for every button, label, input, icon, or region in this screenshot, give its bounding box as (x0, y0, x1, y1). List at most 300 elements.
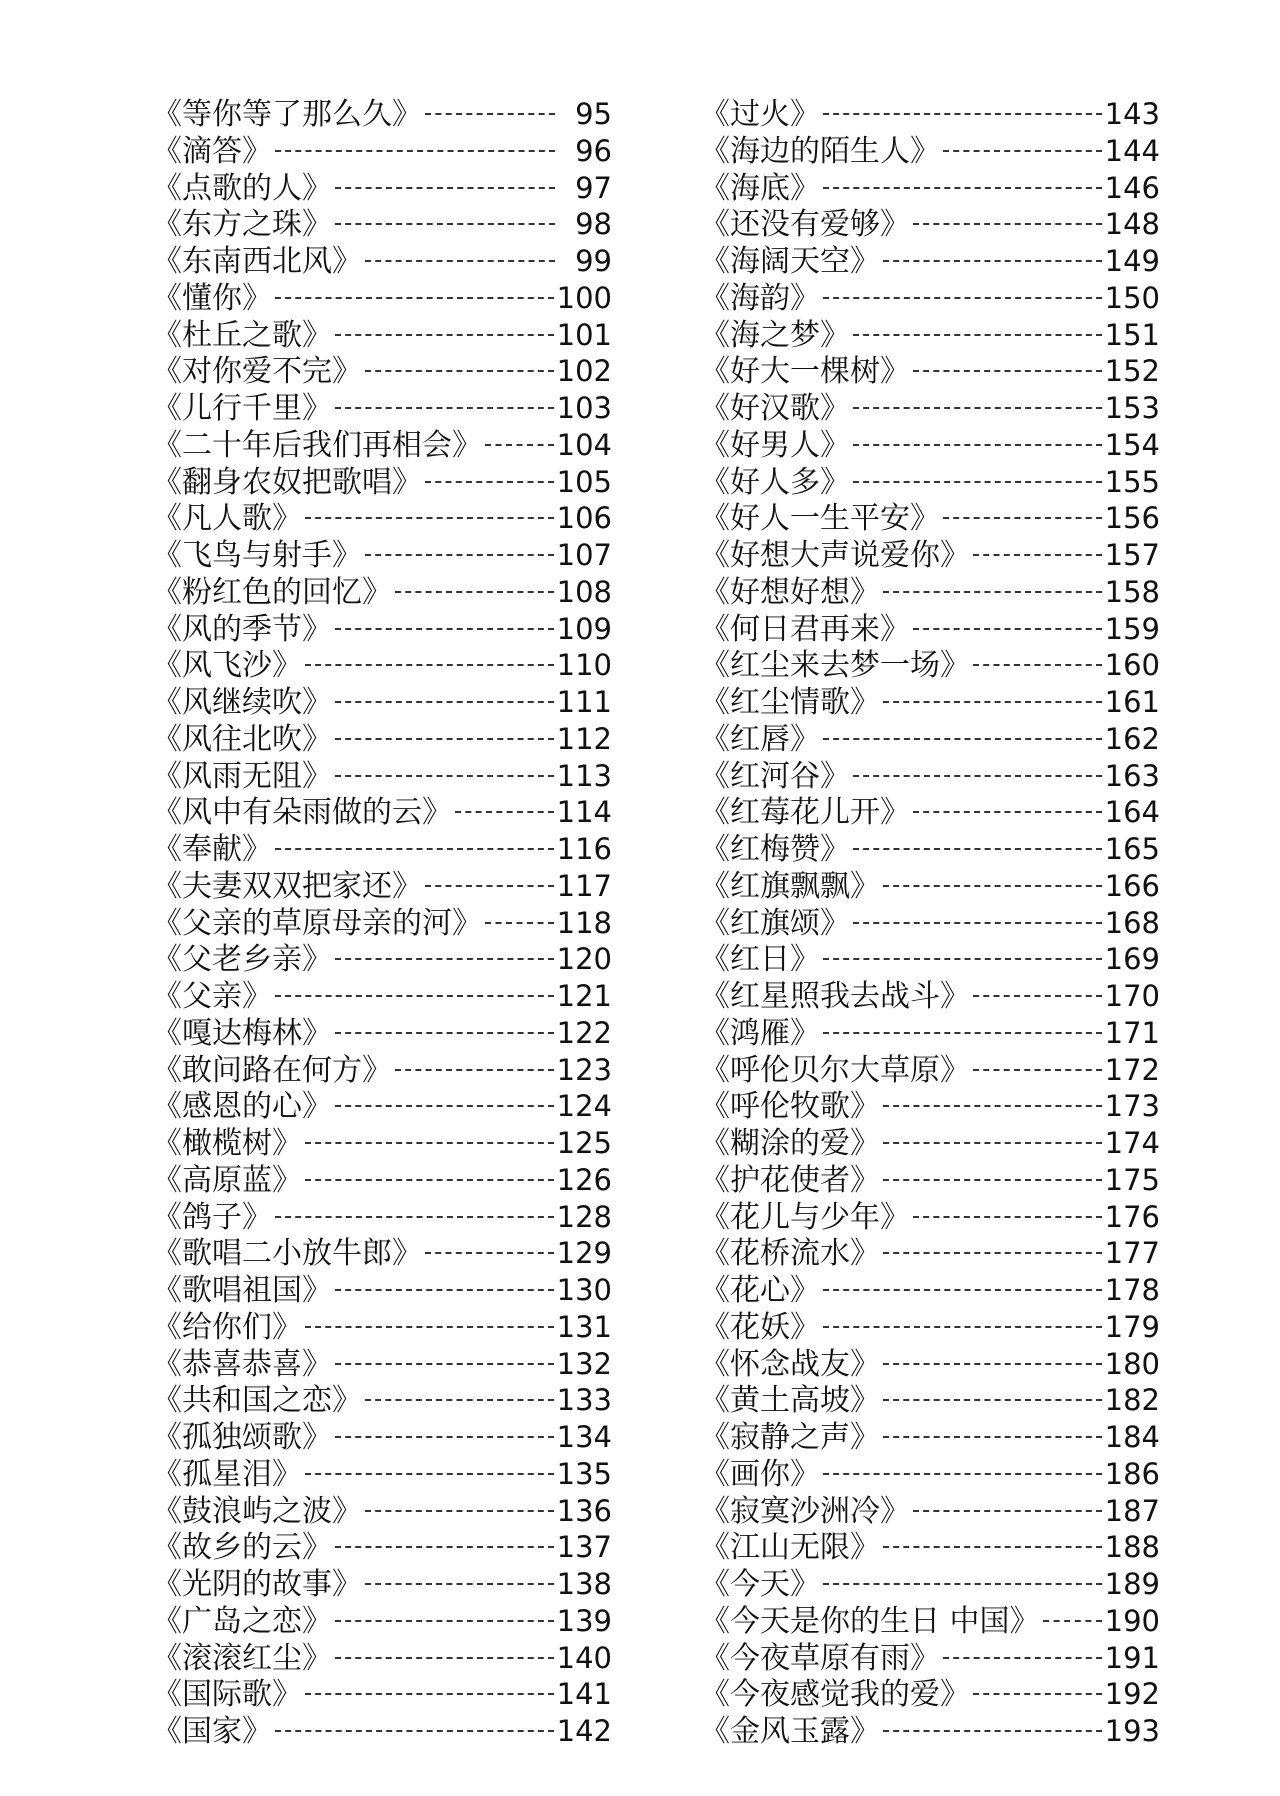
song-title: 《夫妻双双把家还》 (152, 868, 422, 904)
page-number: 110 (556, 648, 612, 683)
dot-leader (335, 775, 554, 777)
dot-leader (853, 334, 1102, 336)
dot-leader (275, 297, 554, 299)
page-number: 149 (1104, 244, 1160, 278)
page-number: 106 (556, 501, 612, 536)
page-number: 129 (556, 1236, 612, 1271)
song-title: 《滚滚红尘》 (152, 1640, 332, 1676)
dot-leader (913, 1216, 1102, 1218)
song-title: 《等你等了那么久》 (152, 97, 422, 132)
dot-leader (883, 1105, 1102, 1107)
dot-leader (365, 260, 555, 262)
page-number: 140 (556, 1640, 612, 1675)
song-title: 《花妖》 (700, 1309, 820, 1345)
song-title: 《高原蓝》 (152, 1162, 302, 1198)
song-title: 《孤独颂歌》 (152, 1420, 332, 1455)
song-title: 《好男人》 (700, 427, 850, 463)
dot-leader (823, 113, 1102, 115)
toc-entry (152, 1382, 612, 1419)
dot-leader (1043, 1620, 1102, 1622)
dot-leader (305, 664, 554, 666)
song-title: 《橄榄树》 (152, 1126, 302, 1161)
toc-entry (152, 1272, 612, 1309)
song-title: 《风往北吹》 (152, 721, 332, 757)
toc-entry (152, 721, 612, 758)
page-number: 103 (556, 391, 612, 425)
song-title: 《对你爱不完》 (152, 354, 362, 390)
song-title: 《海阔天空》 (700, 244, 880, 279)
page-number: 192 (1104, 1677, 1160, 1712)
toc-entry (152, 684, 612, 721)
dot-leader (973, 554, 1102, 556)
song-title: 《好汉歌》 (700, 391, 850, 426)
toc-entry (152, 1088, 612, 1125)
dot-leader (305, 1693, 554, 1695)
song-title: 《父亲》 (152, 979, 272, 1014)
page-number: 135 (556, 1456, 612, 1491)
page-number: 151 (1104, 317, 1160, 352)
toc-entry (700, 1713, 1160, 1750)
toc-entry (152, 133, 612, 170)
toc-entry (152, 96, 612, 133)
toc-entry (700, 1346, 1160, 1383)
toc-entry (152, 464, 612, 501)
song-title: 《国家》 (152, 1714, 272, 1749)
song-title: 《红旗颂》 (700, 905, 850, 941)
song-title: 《呼伦牧歌》 (700, 1089, 880, 1125)
page-number: 168 (1104, 905, 1160, 940)
dot-leader (913, 1510, 1102, 1512)
song-title: 《今天》 (700, 1567, 820, 1602)
toc-entry (152, 758, 612, 795)
dot-leader (365, 1583, 554, 1585)
toc-entry (700, 1529, 1160, 1566)
page-number: 188 (1104, 1530, 1160, 1565)
dot-leader (883, 885, 1102, 887)
toc-entry (152, 574, 612, 611)
song-title: 《歌唱二小放牛郎》 (152, 1236, 422, 1272)
song-title: 《怀念战友》 (700, 1346, 880, 1382)
toc-entry (152, 941, 612, 978)
song-title: 《点歌的人》 (152, 170, 332, 206)
page-number: 104 (556, 427, 612, 462)
toc-entry (700, 905, 1160, 942)
song-title: 《还没有爱够》 (700, 207, 910, 243)
toc-entry (152, 243, 612, 280)
dot-leader (335, 407, 554, 409)
toc-entry (152, 1566, 612, 1603)
page-number: 123 (556, 1052, 612, 1087)
toc-entry (700, 1382, 1160, 1419)
song-title: 《好人一生平安》 (700, 501, 940, 537)
dot-leader (823, 1583, 1102, 1585)
toc-entry (700, 868, 1160, 905)
dot-leader (823, 958, 1102, 960)
dot-leader (823, 297, 1102, 299)
page-number: 187 (1104, 1493, 1160, 1528)
dot-leader (853, 444, 1102, 446)
toc-entry (700, 1162, 1160, 1199)
page-number: 109 (556, 611, 612, 646)
toc-entry (700, 978, 1160, 1015)
page-number: 97 (575, 170, 612, 205)
page-number: 138 (556, 1567, 612, 1601)
song-title: 《国际歌》 (152, 1677, 302, 1713)
dot-leader (823, 1289, 1102, 1291)
page-number: 117 (556, 868, 612, 903)
song-title: 《给你们》 (152, 1309, 302, 1345)
song-title: 《风飞沙》 (152, 648, 302, 684)
song-title: 《红唇》 (700, 721, 820, 757)
page-number: 144 (1104, 133, 1160, 168)
toc-entry (152, 1052, 612, 1089)
page-number: 98 (575, 207, 612, 242)
dot-leader (853, 922, 1102, 924)
page-number: 148 (1104, 207, 1160, 242)
page-number: 189 (1104, 1567, 1160, 1601)
dot-leader (943, 150, 1102, 152)
page-number: 111 (556, 685, 612, 719)
page-number: 118 (556, 905, 612, 940)
song-title: 《嘎达梅林》 (152, 1015, 332, 1051)
dot-leader (275, 848, 554, 850)
song-title: 《杜丘之歌》 (152, 317, 332, 353)
page-number: 155 (1104, 464, 1160, 499)
song-title: 《二十年后我们再相会》 (152, 427, 482, 463)
toc-column-left (152, 96, 612, 1750)
toc-entry (152, 794, 612, 831)
toc-entry (700, 1640, 1160, 1677)
song-title: 《金风玉露》 (700, 1714, 880, 1749)
page-number: 137 (556, 1530, 612, 1565)
song-title: 《懂你》 (152, 280, 272, 316)
song-title: 《海韵》 (700, 280, 820, 316)
dot-leader (913, 811, 1102, 813)
toc-entry (700, 574, 1160, 611)
song-title: 《共和国之恋》 (152, 1383, 362, 1419)
page-number: 173 (1104, 1089, 1160, 1124)
toc-entry (152, 500, 612, 537)
dot-leader (305, 1326, 554, 1328)
dot-leader (425, 1252, 554, 1254)
toc-entry (700, 1125, 1160, 1162)
toc-entry (700, 831, 1160, 868)
dot-leader (913, 628, 1102, 630)
toc-entry (700, 1419, 1160, 1456)
page-number: 161 (1104, 685, 1160, 719)
page-number: 176 (1104, 1199, 1160, 1234)
toc-entry (700, 1676, 1160, 1713)
page-number: 193 (1104, 1714, 1160, 1748)
dot-leader (335, 738, 554, 740)
dot-leader (335, 187, 555, 189)
dot-leader (823, 187, 1102, 189)
dot-leader (853, 775, 1102, 777)
dot-leader (425, 885, 554, 887)
song-title: 《江山无限》 (700, 1530, 880, 1566)
dot-leader (305, 1473, 554, 1475)
page-number: 156 (1104, 501, 1160, 536)
page-number: 132 (556, 1346, 612, 1381)
song-title: 《今夜感觉我的爱》 (700, 1677, 970, 1713)
dot-leader (883, 701, 1102, 703)
song-title: 《好想大声说爱你》 (700, 538, 970, 573)
toc-entry (152, 1713, 612, 1750)
toc-entry (700, 206, 1160, 243)
page-number: 159 (1104, 611, 1160, 646)
song-title: 《红尘情歌》 (700, 685, 880, 720)
dot-leader (305, 1142, 554, 1144)
page-number: 190 (1104, 1603, 1160, 1638)
song-title: 《红日》 (700, 942, 820, 978)
dot-leader (365, 1510, 554, 1512)
toc-entry (152, 1125, 612, 1162)
song-title: 《风的季节》 (152, 611, 332, 647)
page-number: 163 (1104, 758, 1160, 793)
page-number: 139 (556, 1603, 612, 1638)
toc-entry (152, 280, 612, 317)
song-title: 《红河谷》 (700, 758, 850, 794)
dot-leader (425, 481, 554, 483)
page-number: 180 (1104, 1346, 1160, 1381)
toc-entry (152, 1199, 612, 1236)
song-title: 《花儿与少年》 (700, 1199, 910, 1235)
toc-entry (700, 537, 1160, 574)
toc-entry (152, 353, 612, 390)
dot-leader (943, 1657, 1102, 1659)
dot-leader (883, 1436, 1102, 1438)
dot-leader (335, 628, 554, 630)
page-number: 130 (556, 1273, 612, 1307)
page-number: 105 (556, 464, 612, 499)
page-number: 178 (1104, 1273, 1160, 1307)
toc-entry (700, 133, 1160, 170)
song-title: 《寂寞沙洲冷》 (700, 1493, 910, 1529)
song-title: 《翻身农奴把歌唱》 (152, 464, 422, 500)
toc-entry (152, 206, 612, 243)
song-title: 《歌唱祖国》 (152, 1273, 332, 1308)
song-title: 《父老乡亲》 (152, 942, 332, 978)
toc-entry (152, 427, 612, 464)
dot-leader (275, 1216, 554, 1218)
toc-entry (152, 611, 612, 648)
dot-leader (973, 664, 1102, 666)
toc-entry (700, 794, 1160, 831)
song-title: 《孤星泪》 (152, 1456, 302, 1492)
toc-entry (700, 941, 1160, 978)
dot-leader (365, 554, 554, 556)
page-number: 162 (1104, 721, 1160, 756)
page-number: 154 (1104, 427, 1160, 462)
toc-entry (700, 427, 1160, 464)
page-number: 146 (1104, 170, 1160, 205)
page-number: 108 (556, 574, 612, 609)
song-title: 《故乡的云》 (152, 1530, 332, 1566)
toc-entry (700, 1566, 1160, 1603)
song-title: 《光阴的故事》 (152, 1567, 362, 1602)
toc-entry (700, 96, 1160, 133)
dot-leader (883, 260, 1102, 262)
toc-entry (700, 1199, 1160, 1236)
page-number: 114 (556, 795, 612, 830)
page-number: 191 (1104, 1640, 1160, 1675)
song-title: 《红星照我去战斗》 (700, 979, 970, 1014)
page-number: 157 (1104, 538, 1160, 572)
dot-leader (883, 1142, 1102, 1144)
page-number: 166 (1104, 868, 1160, 903)
dot-leader (275, 995, 554, 997)
page-number: 184 (1104, 1420, 1160, 1454)
toc-entry (152, 831, 612, 868)
page-number: 113 (556, 758, 612, 793)
song-title: 《今天是你的生日 中国》 (700, 1603, 1040, 1639)
dot-leader (823, 1032, 1102, 1034)
song-title: 《寂静之声》 (700, 1420, 880, 1455)
page-number: 102 (556, 354, 612, 389)
page-number: 141 (556, 1677, 612, 1712)
page-number: 186 (1104, 1456, 1160, 1491)
page-number: 112 (556, 721, 612, 756)
dot-leader (335, 1105, 554, 1107)
song-title: 《鸽子》 (152, 1199, 272, 1235)
dot-leader (485, 922, 554, 924)
dot-leader (883, 1179, 1102, 1181)
page-number: 179 (1104, 1309, 1160, 1344)
page-number: 131 (556, 1309, 612, 1344)
page-number: 116 (556, 832, 612, 866)
page-number: 101 (556, 317, 612, 352)
page-number: 96 (575, 133, 612, 168)
dot-leader (913, 223, 1102, 225)
toc-entry (152, 1419, 612, 1456)
toc-entry (152, 1493, 612, 1530)
toc-entry (152, 1015, 612, 1052)
song-title: 《奉献》 (152, 832, 272, 867)
song-title: 《过火》 (700, 97, 820, 132)
song-title: 《粉红色的回忆》 (152, 574, 392, 610)
dot-leader (823, 738, 1102, 740)
toc-entry (700, 464, 1160, 501)
song-title: 《滴答》 (152, 133, 272, 169)
song-title: 《花心》 (700, 1273, 820, 1308)
dot-leader (335, 334, 554, 336)
dot-leader (335, 1546, 554, 1548)
song-title: 《红尘来去梦一场》 (700, 648, 970, 684)
toc-entry (152, 170, 612, 207)
dot-leader (335, 1657, 554, 1659)
toc-entry (152, 1456, 612, 1493)
dot-leader (853, 481, 1102, 483)
page-number: 160 (1104, 648, 1160, 683)
dot-leader (455, 811, 554, 813)
dot-leader (365, 370, 554, 372)
toc-entry (700, 758, 1160, 795)
page-number: 153 (1104, 391, 1160, 425)
toc-entry (700, 1456, 1160, 1493)
song-title: 《风雨无阻》 (152, 758, 332, 794)
dot-leader (883, 1363, 1102, 1365)
toc-entry (152, 1162, 612, 1199)
song-title: 《黄土高坡》 (700, 1383, 880, 1419)
page-number: 134 (556, 1420, 612, 1454)
dot-leader (335, 1620, 554, 1622)
page-number: 171 (1104, 1015, 1160, 1050)
dot-leader (883, 1546, 1102, 1548)
song-title: 《好大一棵树》 (700, 354, 910, 390)
song-title: 《画你》 (700, 1456, 820, 1492)
song-title: 《海之梦》 (700, 317, 850, 353)
toc-entry (152, 868, 612, 905)
page-number: 175 (1104, 1162, 1160, 1197)
song-title: 《海底》 (700, 170, 820, 206)
page-number: 107 (556, 538, 612, 572)
toc-entry (152, 978, 612, 1015)
song-title: 《糊涂的爱》 (700, 1126, 880, 1161)
song-title: 《好想好想》 (700, 574, 880, 610)
dot-leader (335, 701, 554, 703)
dot-leader (335, 1436, 554, 1438)
song-title: 《恭喜恭喜》 (152, 1346, 332, 1382)
song-title: 《东南西北风》 (152, 244, 362, 279)
song-title: 《鸿雁》 (700, 1015, 820, 1051)
toc-entry (152, 1603, 612, 1640)
toc-entry (152, 390, 612, 427)
dot-leader (883, 1399, 1102, 1401)
dot-leader (335, 223, 555, 225)
toc-entry (152, 1640, 612, 1677)
toc-entry (700, 611, 1160, 648)
dot-leader (823, 1326, 1102, 1328)
toc-entry (152, 905, 612, 942)
toc-column-right (700, 96, 1160, 1750)
page-number: 133 (556, 1383, 612, 1418)
toc-entry (700, 647, 1160, 684)
dot-leader (853, 407, 1102, 409)
song-title: 《红旗飘飘》 (700, 868, 880, 904)
page-number: 143 (1104, 97, 1160, 131)
song-title: 《红梅赞》 (700, 832, 850, 867)
dot-leader (395, 591, 554, 593)
song-title: 《风中有朵雨做的云》 (152, 795, 452, 831)
song-title: 《花桥流水》 (700, 1236, 880, 1272)
song-title: 《好人多》 (700, 464, 850, 500)
page-number: 128 (556, 1199, 612, 1234)
page-number: 126 (556, 1162, 612, 1197)
dot-leader (425, 113, 555, 115)
dot-leader (335, 958, 554, 960)
song-title: 《鼓浪屿之波》 (152, 1493, 362, 1529)
dot-leader (335, 1363, 554, 1365)
song-title: 《东方之珠》 (152, 207, 332, 243)
page-number: 158 (1104, 574, 1160, 609)
song-title: 《飞鸟与射手》 (152, 538, 362, 573)
toc-entry (700, 1088, 1160, 1125)
page-number: 169 (1104, 942, 1160, 977)
song-title: 《敢问路在何方》 (152, 1052, 392, 1088)
dot-leader (275, 1730, 554, 1732)
page-number: 174 (1104, 1126, 1160, 1160)
page-number: 177 (1104, 1236, 1160, 1271)
dot-leader (485, 444, 554, 446)
toc-entry (152, 317, 612, 354)
song-title: 《感恩的心》 (152, 1089, 332, 1125)
dot-leader (973, 1693, 1102, 1695)
page-number: 120 (556, 942, 612, 977)
page-number: 95 (575, 97, 612, 131)
page-number: 170 (1104, 979, 1160, 1013)
dot-leader (883, 1252, 1102, 1254)
toc-entry (700, 1235, 1160, 1272)
